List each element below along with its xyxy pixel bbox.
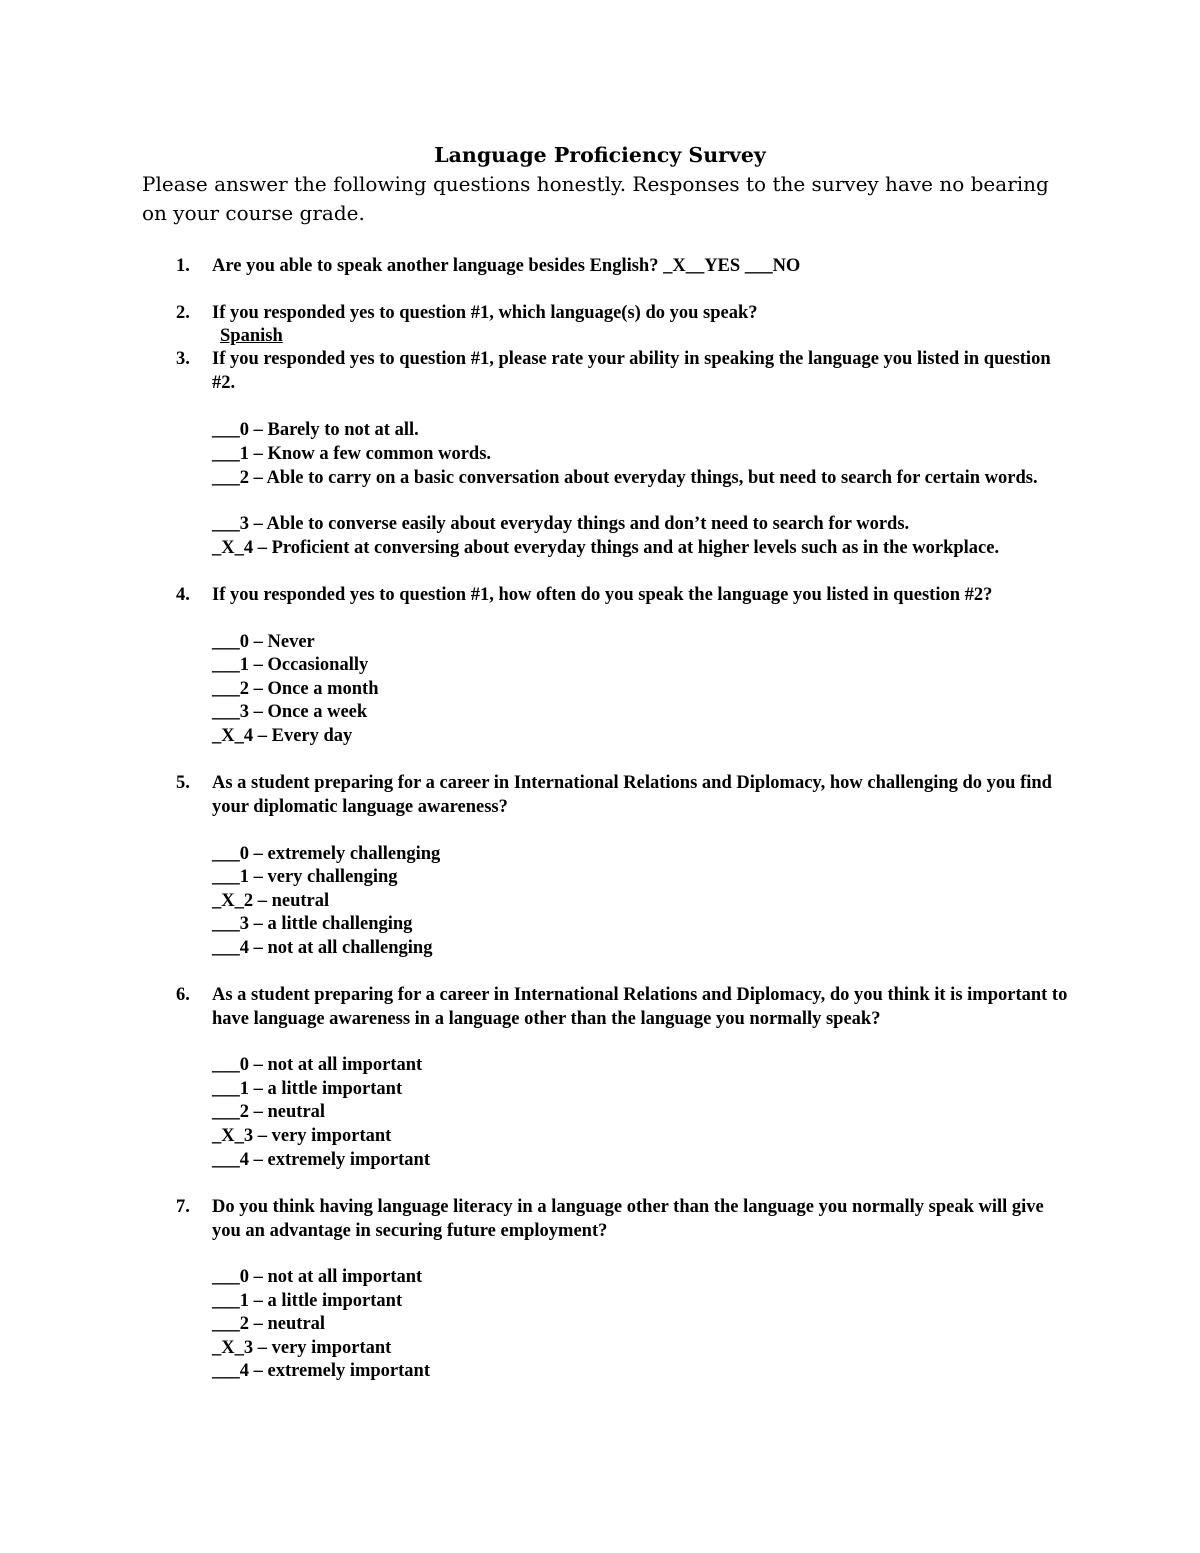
- question-number: 7.: [176, 1197, 190, 1217]
- question-number: 2.: [176, 303, 190, 323]
- option-item: ___2 – Able to carry on a basic conversation about everyday things, but need to search for certain words.: [212, 468, 1038, 488]
- option-item: ___4 – not at all challenging: [212, 938, 433, 958]
- option-item: ___2 – neutral: [212, 1314, 326, 1334]
- option-item: ___0 – not at all important: [212, 1267, 423, 1287]
- option-item: ___3 – a little challenging: [212, 914, 413, 934]
- option-item: ___0 – not at all important: [212, 1055, 423, 1075]
- option-item: ___1 – a little important: [212, 1079, 403, 1099]
- question-text: Are you able to speak another language besides English? _X__YES ___NO: [212, 256, 801, 276]
- question-text: If you responded yes to question #1, which language(s) do you speak?: [212, 303, 758, 323]
- question-text: Do you think having language literacy in a language other than the language you normally speak will give you an advantage in securing future employment?: [212, 1197, 1044, 1241]
- option-item: ___4 – extremely important: [212, 1150, 431, 1170]
- option-item: _X_4 – Proficient at conversing about everyday things and at higher levels such as in the workplace.: [212, 538, 1000, 558]
- question-text: If you responded yes to question #1, please rate your ability in speaking the language you listed in question #2.: [212, 349, 1051, 393]
- intro-text: Please answer the following questions honestly. Responses to the survey have no bearing on your course grade.: [142, 172, 1049, 225]
- option-item: ___1 – Know a few common words.: [212, 444, 492, 464]
- question-number: 6.: [176, 985, 190, 1005]
- question-number: 4.: [176, 585, 190, 605]
- question-text: As a student preparing for a career in International Relations and Diplomacy, do you think it is important to have language awareness in a language other than the language you normally speak?: [212, 985, 1068, 1029]
- option-item: ___0 – Never: [212, 632, 315, 652]
- option-item: ___3 – Once a week: [212, 702, 368, 722]
- option-item: ___1 – a little important: [212, 1291, 403, 1311]
- option-item: _X_3 – very important: [212, 1338, 392, 1358]
- question-number: 3.: [176, 349, 190, 369]
- option-item: ___1 – Occasionally: [212, 655, 369, 675]
- option-item: _X_2 – neutral: [212, 891, 330, 911]
- question-number: 5.: [176, 773, 190, 793]
- page-title: Language Proficiency Survey: [434, 143, 766, 167]
- question-text: If you responded yes to question #1, how often do you speak the language you listed in question #2?: [212, 585, 993, 605]
- question-text: As a student preparing for a career in International Relations and Diplomacy, how challenging do you find your diplomatic language awareness?: [212, 773, 1052, 817]
- option-item: ___4 – extremely important: [212, 1361, 431, 1381]
- option-item: _X_3 – very important: [212, 1126, 392, 1146]
- option-item: ___2 – neutral: [212, 1102, 326, 1122]
- option-item: ___0 – Barely to not at all.: [212, 420, 419, 440]
- question-number: 1.: [176, 256, 190, 276]
- option-item: _X_4 – Every day: [212, 726, 353, 746]
- option-item: ___1 – very challenging: [212, 867, 398, 887]
- answer-language: Spanish: [220, 326, 283, 346]
- option-item: ___0 – extremely challenging: [212, 844, 441, 864]
- option-item: ___3 – Able to converse easily about everyday things and don’t need to search for words.: [212, 514, 910, 534]
- option-item: ___2 – Once a month: [212, 679, 379, 699]
